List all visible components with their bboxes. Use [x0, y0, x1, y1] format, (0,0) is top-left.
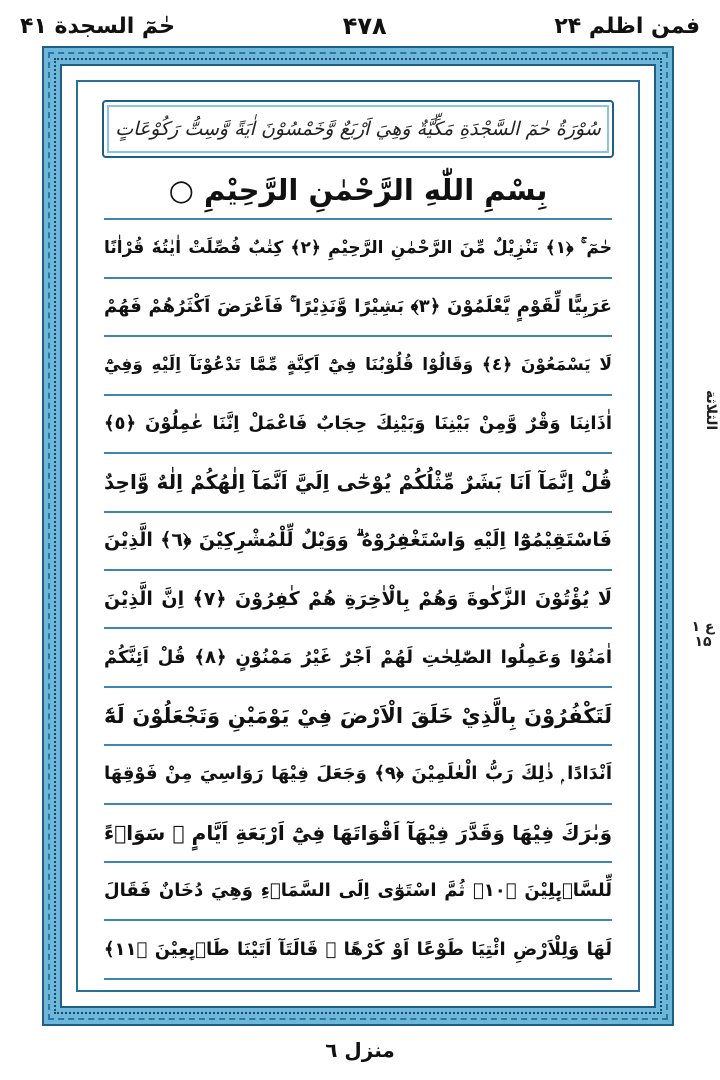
verse-line [104, 337, 612, 395]
surah-label: حٰمٓ السجدة ۴۱ [20, 13, 176, 39]
basmala-line [104, 162, 612, 220]
text-area [76, 80, 640, 992]
line-text: لَتَكْفُرُوْنَ بِالَّذِيْ خَلَقَ الْاَرْضَ فِيْ يَوْمَيْنِ وَتَجْعَلُوْنَ لَهٗٓ [104, 703, 612, 728]
verse-line [104, 454, 612, 512]
surah-title: سُوْرَةُ حٰمٓ السَّجْدَةِ مَكِّيَّةٌ وَهِيَ اَرْبَعٌ وَّخَمْسُوْنَ اٰيَةً وَّسِتُّ رَكُوْعَاتٍ [115, 118, 601, 140]
line-text: لَا يُؤْتُوْنَ الزَّكٰوةَ وَهُمْ بِالْاٰخِرَةِ هُمْ كٰفِرُوْنَ ﴿٧﴾ اِنَّ الَّذِيْنَ [104, 587, 612, 610]
line-text: لَهَا وَلِلْاَرْضِ ائْتِيَا طَوْعًا اَوْ كَرْهًا ۭ قَالَتَآ اَتَيْنَا طَاۗىِٕعِيْنَ ﴿١١﴾ [104, 938, 612, 960]
surah-title-box [102, 100, 614, 158]
line-text: فَاسْتَقِيْمُوْٓا اِلَيْهِ وَاسْتَغْفِرُوْهُ ۗ وَوَيْلٌ لِّلْمُشْرِكِيْنَ ﴿٦﴾ الَّذِيْنَ [104, 529, 612, 552]
line-text: بِسْمِ اللّٰهِ الرَّحْمٰنِ الرَّحِيْمِ ○ [168, 172, 548, 207]
page-number: ۴۷۸ [342, 12, 387, 40]
verse-line [104, 396, 612, 454]
line-text: لِّلسَّاۗىِٕلِيْنَ ﴿١٠﴾ ثُمَّ اسْتَوٰٓى اِلَى السَّمَاۗءِ وَهِيَ دُخَانٌ فَقَالَ [104, 880, 612, 902]
line-text: لَا يَسْمَعُوْنَ ﴿٤﴾ وَقَالُوْا قُلُوْبُنَا فِيْٓ اَكِنَّةٍ مِّمَّا تَدْعُوْنَآ اِلَيْهِ وَفِيْٓ [104, 354, 612, 375]
verse-line [104, 805, 612, 863]
verse-line [104, 746, 612, 804]
margin-note-ruku: ع ۱ ۱۵ [691, 619, 715, 651]
verse-line [104, 629, 612, 687]
verse-line [104, 513, 612, 571]
page-border-frame [44, 48, 672, 1024]
margin-note-thalatha: الثلاثة [703, 390, 719, 431]
line-text: حٰمٓ ۚ ﴿١﴾ تَنْزِيْلٌ مِّنَ الرَّحْمٰنِ الرَّحِيْمِ ﴿٢﴾ كِتٰبٌ فُصِّلَتْ اٰيٰتُهٗ قُرْاٰنًا [104, 238, 612, 259]
verse-line [104, 863, 612, 921]
line-text: قُلْ اِنَّمَآ اَنَا بَشَرٌ مِّثْلُكُمْ يُوْحٰٓى اِلَيَّ اَنَّمَآ اِلٰهُكُمْ اِلٰهٌ وَّاحِدٌ [104, 470, 612, 495]
page-header [20, 6, 700, 46]
verse-line [104, 921, 612, 979]
verse-line [104, 688, 612, 746]
line-text: اٰمَنُوْا وَعَمِلُوا الصّٰلِحٰتِ لَهُمْ اَجْرٌ غَيْرُ مَمْنُوْنٍ ﴿٨﴾ قُلْ اَئِنَّكُمْ [104, 646, 612, 668]
verse-lines [104, 162, 612, 980]
line-text: اَنْدَادًا ۭ ذٰلِكَ رَبُّ الْعٰلَمِيْنَ ﴿٩﴾ وَجَعَلَ فِيْهَا رَوَاسِيَ مِنْ فَوْقِهَا [104, 763, 612, 785]
juz-label: فمن اظلم ۲۴ [554, 13, 700, 39]
line-text: اٰذَانِنَا وَقْرٌ وَّمِنْ بَيْنِنَا وَبَيْنِكَ حِجَابٌ فَاعْمَلْ اِنَّنَا عٰمِلُوْنَ ﴿٥﴾ [104, 412, 612, 434]
line-text: عَرَبِيًّا لِّقَوْمٍ يَّعْلَمُوْنَ ﴿٣﴾ بَشِيْرًا وَّنَذِيْرًا ۚ فَاَعْرَضَ اَكْثَرُهُمْ فَهُمْ [104, 296, 612, 318]
verse-line [104, 571, 612, 629]
verse-line [104, 279, 612, 337]
line-text: وَبٰرَكَ فِيْهَا وَقَدَّرَ فِيْهَآ اَقْوَاتَهَا فِيْٓ اَرْبَعَةِ اَيَّامٍ ۭ سَوَاۗءً [104, 820, 612, 845]
verse-line [104, 220, 612, 278]
manzil-footer: منزل ٦ [325, 1038, 395, 1062]
